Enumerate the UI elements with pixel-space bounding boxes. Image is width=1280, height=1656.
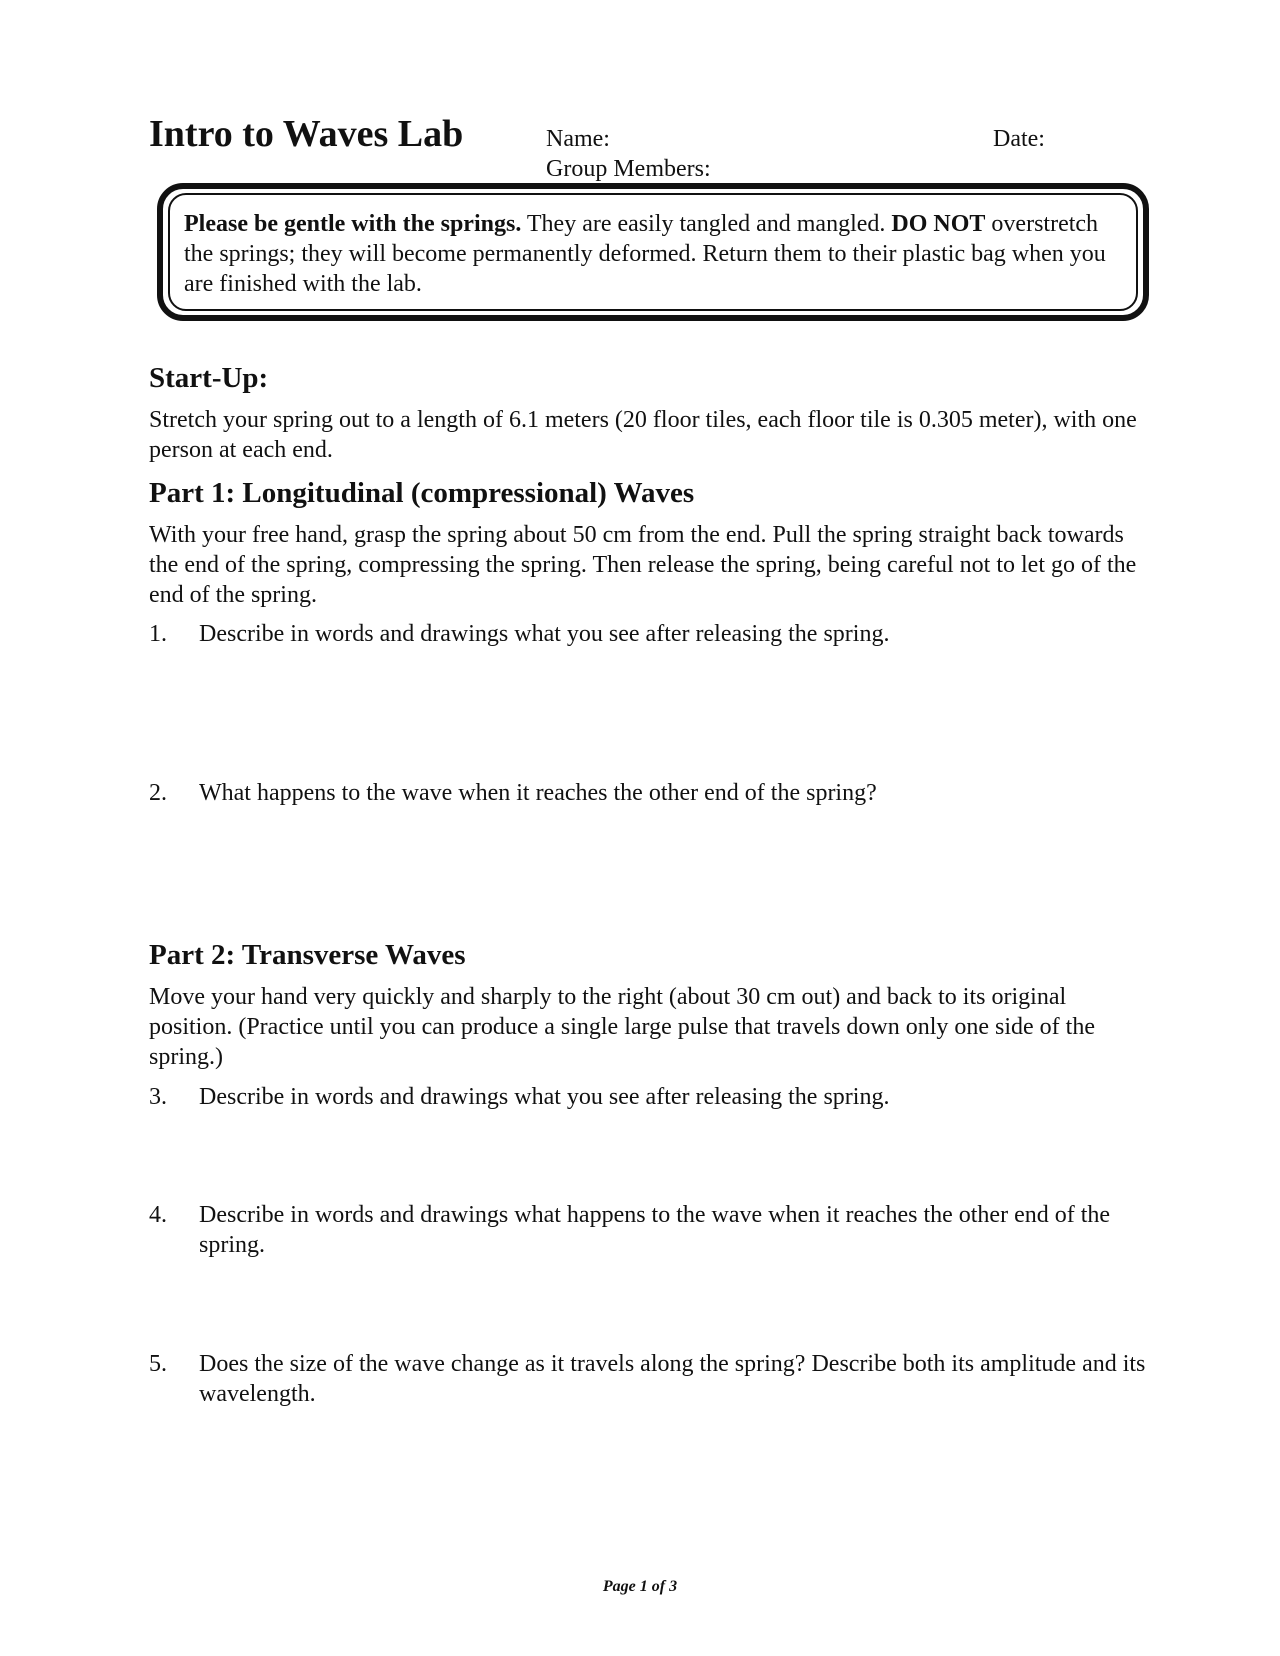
startup-heading: Start-Up: [149, 362, 269, 394]
page-number: Page 1 of 3 [602, 1578, 678, 1595]
notice-text [168, 193, 1138, 311]
question-number: 5. [149, 1351, 167, 1377]
group-members-label: Group Members: [546, 156, 711, 182]
question-text: Describe in words and drawings what you see after releasing the spring. [199, 1084, 890, 1110]
question-number: 2. [149, 780, 167, 806]
notice-bold-do-not: DO NOT [891, 211, 986, 237]
notice-text-2: overstretch the springs; they will become permanently deformed. Return them to their plastic bag when you are finished with the lab. [184, 211, 1106, 297]
question-number: 1. [149, 621, 167, 647]
startup-text: Stretch your spring out to a length of 6.1 meters (20 floor tiles, each floor tile is 0.305 meter), with one person at each end. [149, 407, 1137, 463]
question-number: 3. [149, 1084, 167, 1110]
question-number: 4. [149, 1202, 167, 1228]
part1-heading: Part 1: Longitudinal (compressional) Waves [149, 477, 695, 509]
page-title: Intro to Waves Lab [149, 113, 464, 155]
question-text: Describe in words and drawings what happens to the wave when it reaches the other end of the spring. [199, 1202, 1111, 1258]
part1-text: With your free hand, grasp the spring about 50 cm from the end. Pull the spring straight back towards the end of the spring, compressing the spring. Then release the spring, being careful not to let go of the end of the spring. [149, 522, 1137, 608]
part2-heading: Part 2: Transverse Waves [149, 939, 466, 971]
date-label: Date: [993, 126, 1045, 152]
part2-text: Move your hand very quickly and sharply to the right (about 30 cm out) and back to its original position. (Practice until you can produce a single large pulse that travels down only one side of the spring.) [149, 984, 1095, 1070]
notice-bold-gentle: Please be gentle with the springs. [184, 211, 522, 237]
notice-box [157, 183, 1149, 321]
question-text: Describe in words and drawings what you see after releasing the spring. [199, 621, 890, 647]
question-text: What happens to the wave when it reaches the other end of the spring? [199, 780, 877, 806]
notice-text-1: They are easily tangled and mangled. [521, 211, 892, 237]
question-text: Does the size of the wave change as it travels along the spring? Describe both its amplitude and its wavelength. [199, 1351, 1146, 1407]
name-label: Name: [546, 126, 610, 152]
